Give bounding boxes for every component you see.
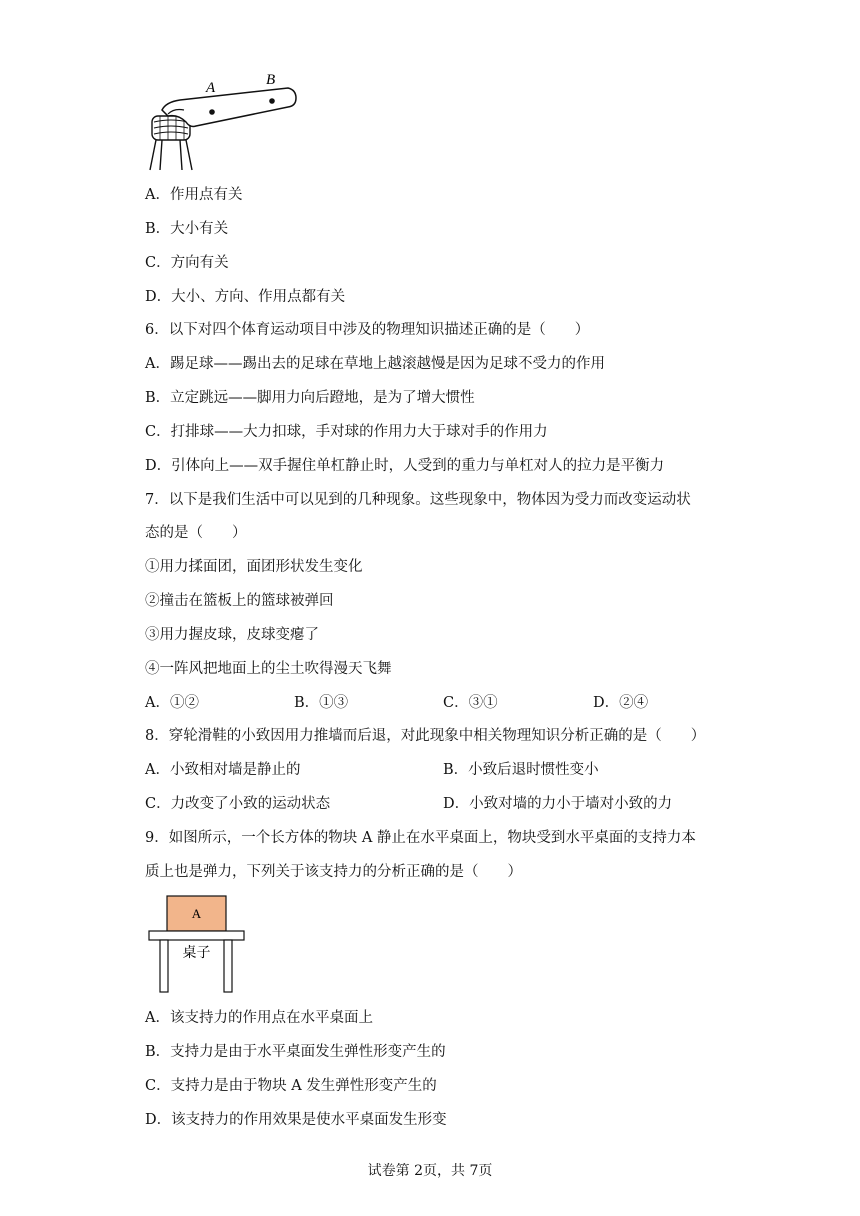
q8-option-a: A．小致相对墙是静止的: [145, 762, 301, 778]
table-leg-left: [160, 940, 168, 992]
bolt-stand: [150, 140, 192, 170]
q8-stem: 8．穿轮滑鞋的小致因用力推墙而后退，对此现象中相关物理知识分析正确的是（ ）: [145, 728, 706, 744]
point-b-dot: [269, 98, 275, 104]
point-a-label: A: [206, 80, 216, 96]
table-leg-right: [224, 940, 232, 992]
q7-item-2: ②撞击在篮板上的篮球被弹回: [145, 593, 334, 609]
q7-option-b: B．①③: [294, 695, 349, 711]
q7-item-1: ①用力揉面团，面团形状发生变化: [145, 559, 363, 575]
q9-stem-line1: 9．如图所示，一个长方体的物块 A 静止在水平桌面上，物块受到水平桌面的支持力本: [145, 830, 696, 846]
q9-option-a: A．该支持力的作用点在水平桌面上: [145, 1010, 373, 1026]
point-a-dot: [209, 109, 215, 115]
q5-option-c: C．方向有关: [145, 255, 229, 271]
q6-option-b: B．立定跳远——脚用力向后蹬地，是为了增大惯性: [145, 390, 475, 406]
table-block-figure: [146, 893, 248, 995]
q9-option-b: B．支持力是由于水平桌面发生弹性形变产生的: [145, 1044, 446, 1060]
q8-option-c: C．力改变了小致的运动状态: [145, 796, 331, 812]
table-top: [149, 931, 244, 940]
q7-item-3: ③用力握皮球，皮球变瘪了: [145, 627, 319, 643]
q7-option-c: C．③①: [443, 695, 498, 711]
q7-item-4: ④一阵风把地面上的尘土吹得漫天飞舞: [145, 661, 392, 677]
q6-option-d: D．引体向上——双手握住单杠静止时，人受到的重力与单杠对人的拉力是平衡力: [145, 458, 665, 474]
q6-stem: 6．以下对四个体育运动项目中涉及的物理知识描述正确的是（ ）: [145, 322, 590, 338]
q5-option-b: B．大小有关: [145, 221, 229, 237]
q7-stem-line1: 7．以下是我们生活中可以见到的几种现象。这些现象中，物体因为受力而改变运动状: [145, 492, 691, 508]
q8-option-d: D．小致对墙的力小于墙对小致的力: [443, 796, 673, 812]
q5-option-a: A．作用点有关: [145, 187, 243, 203]
q7-stem-line2: 态的是（ ）: [145, 525, 247, 541]
q7-option-d: D．②④: [593, 695, 649, 711]
q6-option-a: A．踢足球——踢出去的足球在草地上越滚越慢是因为足球不受力的作用: [145, 356, 605, 372]
table-label: 桌子: [182, 945, 211, 961]
q7-option-a: A．①②: [145, 695, 199, 711]
q8-option-b: B．小致后退时惯性变小: [443, 762, 599, 778]
wrench-figure: [140, 66, 300, 174]
point-b-label: B: [266, 72, 276, 88]
page-footer: 试卷第 2页，共 7页: [367, 1163, 493, 1179]
q9-option-c: C．支持力是由于物块 A 发生弹性形变产生的: [145, 1078, 437, 1094]
q5-option-d: D．大小、方向、作用点都有关: [145, 289, 346, 305]
block-a-label: A: [191, 906, 202, 921]
q9-stem-line2: 质上也是弹力，下列关于该支持力的分析正确的是（ ）: [145, 864, 522, 880]
q6-option-c: C．打排球——大力扣球，手对球的作用力大于球对手的作用力: [145, 424, 548, 440]
q9-option-d: D．该支持力的作用效果是使水平桌面发生形变: [145, 1112, 447, 1128]
